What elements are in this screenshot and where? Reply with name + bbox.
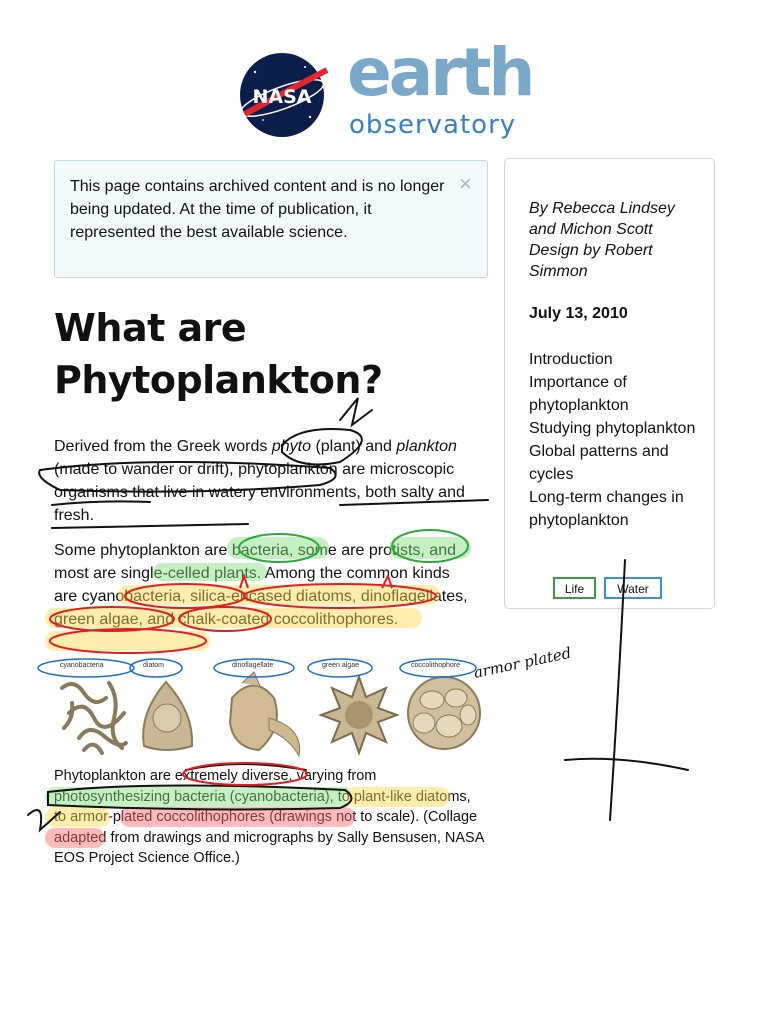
label-green-algae: green algae (322, 662, 359, 669)
coccolithophore-illustration (408, 677, 480, 749)
toc-item-studying[interactable]: Studying phytoplankton (529, 420, 696, 437)
toc-item-introduction[interactable]: Introduction (529, 351, 613, 368)
diversity-paragraph: Phytoplankton are extremely diverse, varying from photosynthesizing bacteria (cyanobacteria), to plant-like diatoms, to armor-plated coccolithophores (drawings not to scale). (Collage adapted from drawings and micrographs by Sally Bensusen, NASA EOS Project Science Office.) (54, 768, 484, 866)
label-coccolithophore: coccolithophore (411, 662, 461, 669)
green-algae-illustration (321, 677, 397, 753)
label-dinoflagellate: dinoflagellate (232, 662, 274, 669)
article-sidebar (504, 158, 715, 609)
archive-notice (54, 160, 488, 278)
tag-water[interactable]: Water (604, 577, 662, 599)
label-diatom: diatom (143, 662, 165, 669)
nasa-meatball-logo (235, 52, 329, 138)
phytoplankton-collage (54, 668, 494, 760)
label-cyanobacteria: cyanobacteria (60, 662, 104, 669)
close-icon[interactable]: × (459, 171, 472, 196)
p1-text-a: Derived from the Greek words (54, 438, 272, 455)
cyanobacteria-illustration (62, 683, 126, 753)
publish-date: July 13, 2010 (529, 305, 628, 322)
table-of-contents (529, 348, 709, 532)
p1-text-b: (plant) and (311, 438, 397, 455)
earth-observatory-logo[interactable] (235, 34, 545, 144)
kinds-paragraph: Some phytoplankton are bacteria, some are protists, and most are single-celled plants. Among the common kinds are cyanobacteria, silica-encased diatoms, dinoflagellates, green algae, and chalk-coated coccolithophores. (54, 542, 468, 628)
byline: By Rebecca Lindsey and Michon Scott Design by Robert Simmon (529, 200, 675, 280)
intro-paragraph (54, 435, 494, 527)
toc-item-importance[interactable]: Importance of phytoplankton (529, 374, 629, 414)
term-plankton: plankton (396, 438, 457, 455)
diatom-illustration (143, 682, 192, 750)
toc-item-long-term-changes[interactable]: Long-term changes in phytoplankton (529, 489, 684, 529)
toc-item-global-patterns[interactable]: Global patterns and cycles (529, 443, 669, 483)
svg-text:NASA: NASA (252, 86, 312, 108)
term-phyto: phyto (271, 438, 311, 455)
logo-observatory-word: observatory (349, 110, 517, 140)
page-title: What are Phytoplankton? (54, 306, 383, 402)
p1-text-c: (made to wander or drift), phytoplankton are microscopic organisms that live in watery environments, both salty and fresh. (54, 461, 465, 524)
dinoflagellate-illustration (230, 672, 300, 756)
handwritten-note: armor plated (472, 643, 573, 682)
tag-life[interactable]: Life (553, 577, 596, 599)
logo-earth-word: earth (347, 34, 533, 111)
archive-notice-text: This page contains archived content and is no longer being updated. At the time of publication, it represented the best available science. (70, 178, 445, 241)
